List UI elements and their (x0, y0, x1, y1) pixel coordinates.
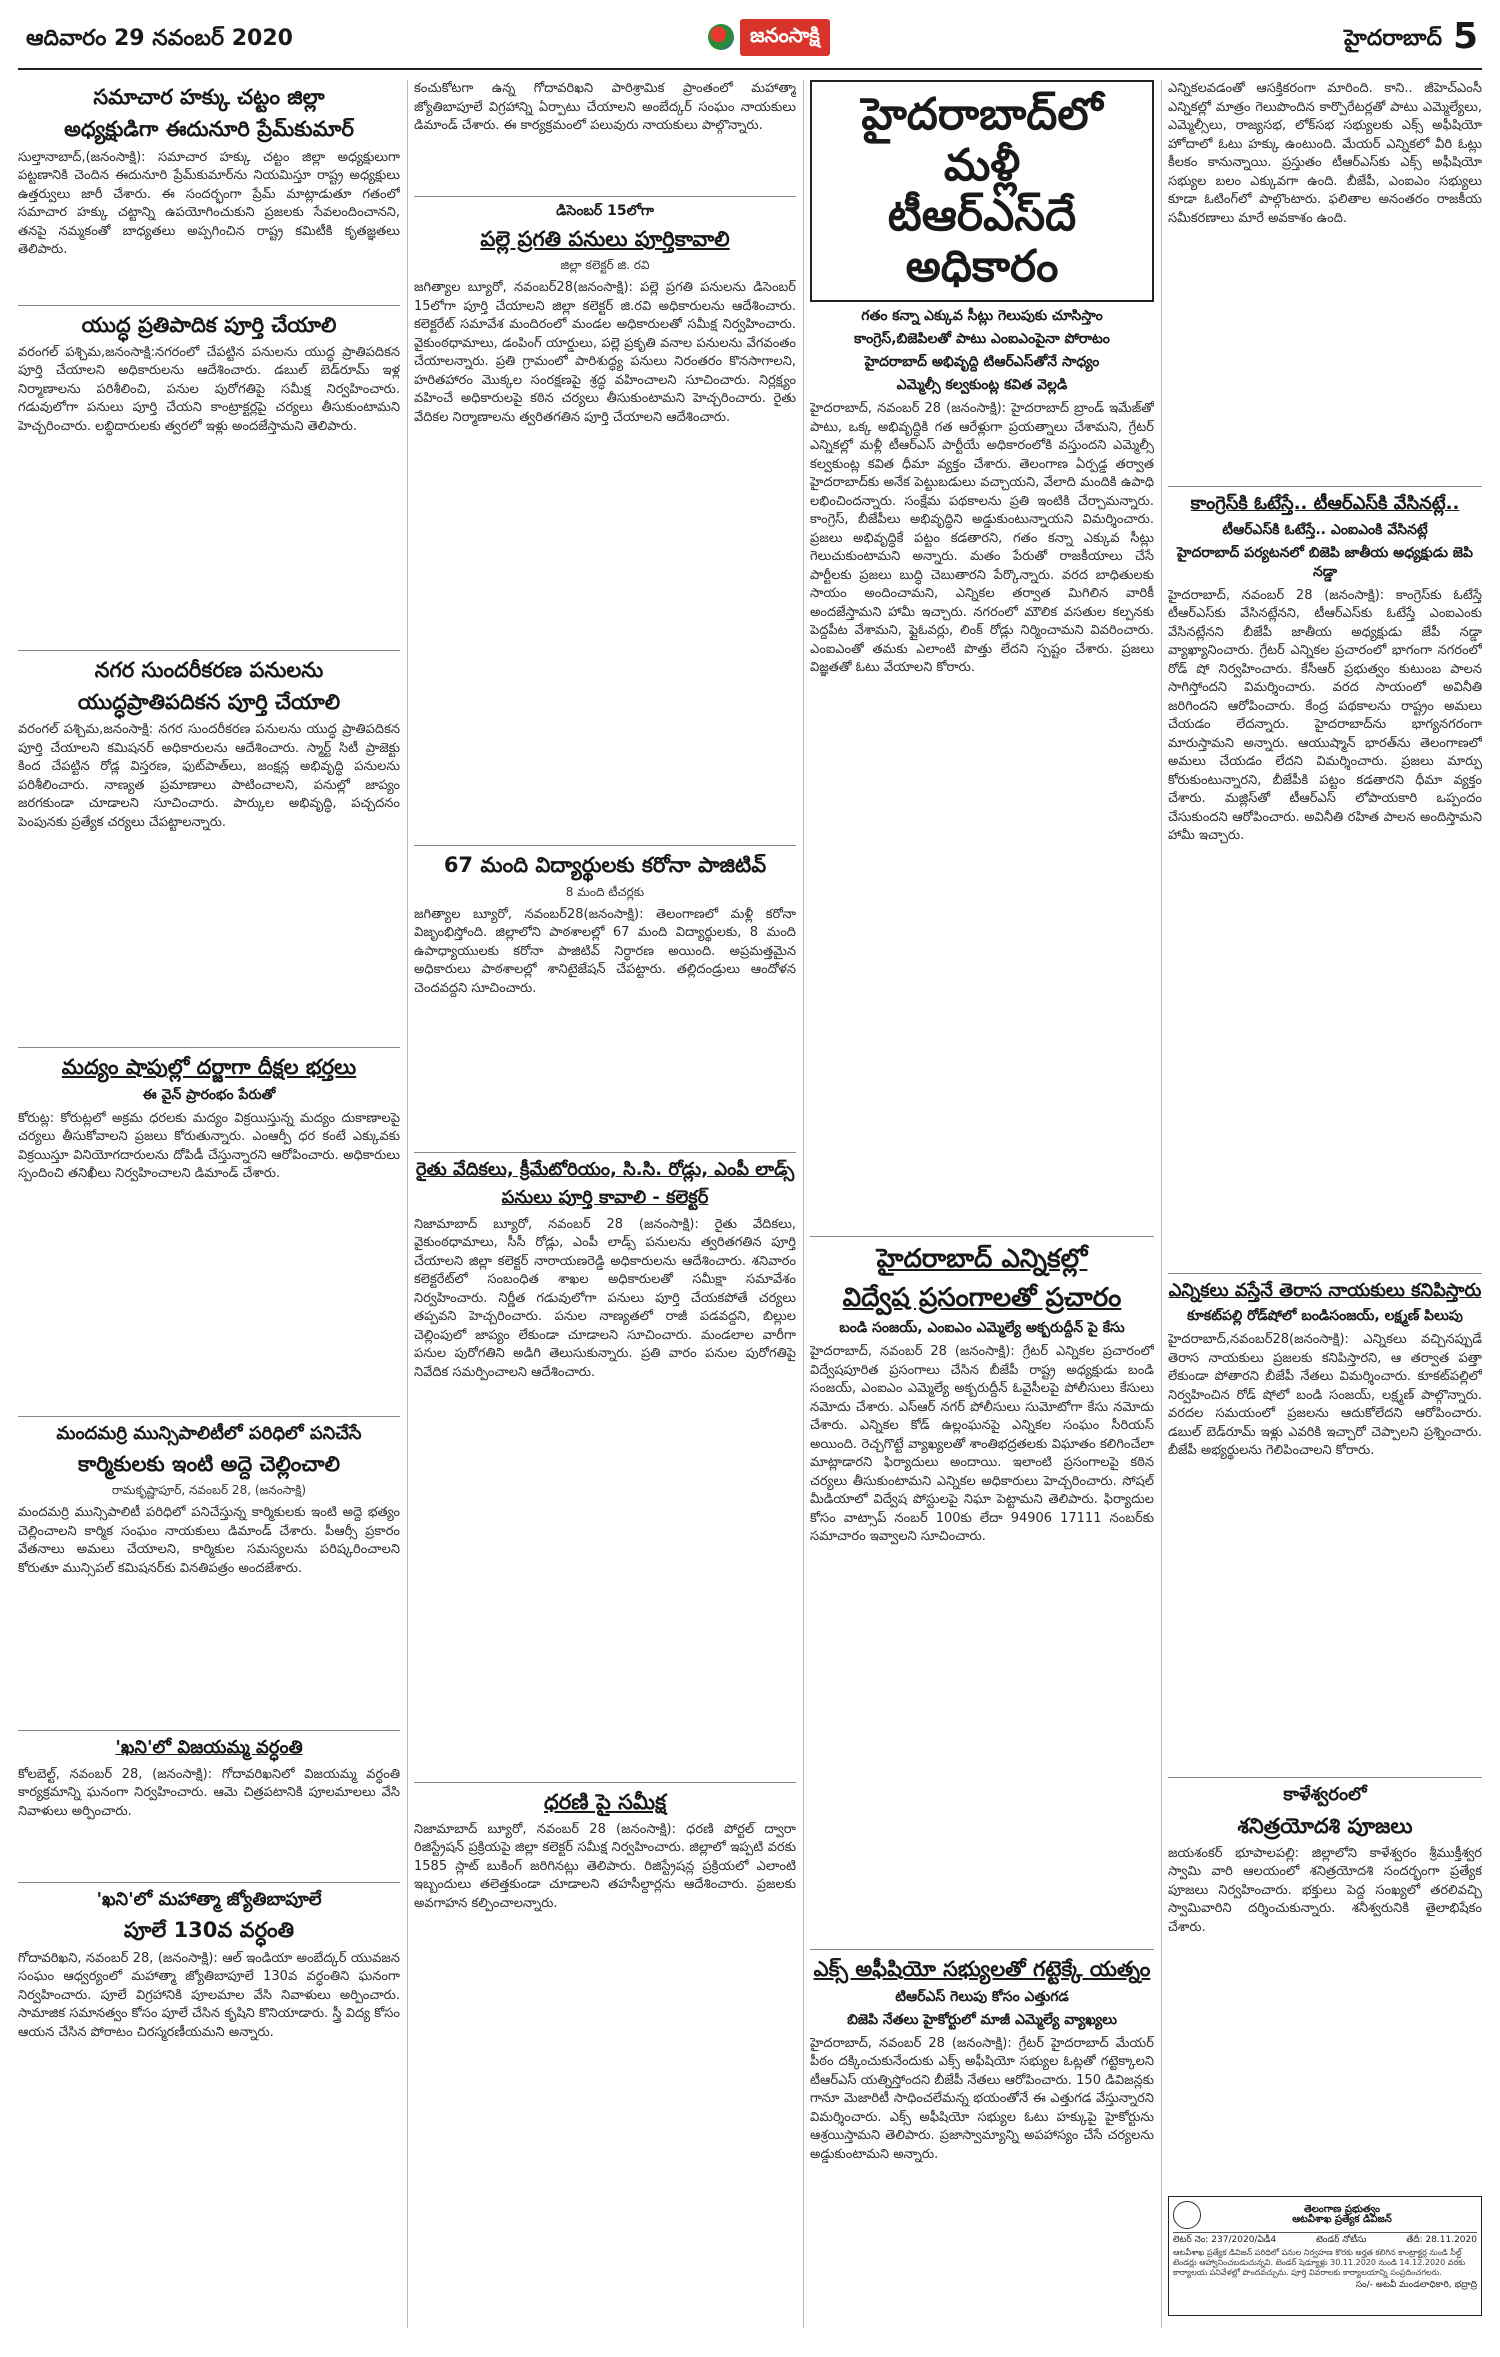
newspaper-logo (708, 20, 830, 54)
headline: ఎన్నికలు వస్తేనే తెరాస నాయకులు కనిపిస్తారు (1168, 1279, 1482, 1301)
edition-city: హైదరాబాద్ (1344, 26, 1442, 51)
headline: యుద్ధప్రాతిపదికన పూర్తి చేయాలి (77, 690, 341, 714)
article-body: హైదరాబాద్, నవంబర్ 28 (జనంసాక్షి): కాంగ్రెస్‌కు ఓటేస్తే టీఆర్ఎస్‌కు వేసినట్లేనని, టీఆర్ఎస్‌కు ఓటేస్తే ఎంఐఎంకు వేసినట్లేనని బీజేపీ జాతీయ అధ్యక్షుడు జేపీ నడ్డా వ్యాఖ్యానించారు. గ్రేటర్ ఎన్నికల ప్రచారంలో భాగంగా నగరంలో రోడ్ షో నిర్వహించారు. కేసీఆర్ ప్రభుత్వం కుటుంబ పాలన సాగిస్తోందని విమర్శించారు. వరద సాయంలో అవినీతి జరిగిందని ఆరోపించారు. కేంద్ర పథకాలను రాష్ట్రం అమలు చేయడం లేదన్నారు. హైదరాబాద్‌ను భాగ్యనగరంగా మారుస్తామని అన్నారు. ఆయుష్మాన్ భారత్‌ను తెలంగాణలో అమలు చేయడం లేదని విమర్శించారు. ప్రజలు మార్పు కోరుకుంటున్నారని, బీజేపీకి పట్టం కడతారని ధీమా వ్యక్తం చేశారు. మజ్లిస్‌తో టీఆర్ఎస్ లోపాయకారి ఒప్పందం చేసుకుందని ఆరోపించారు. అవినీతి రహిత పాలన అందిస్తామని హామీ ఇచ్చారు. (1168, 587, 1482, 843)
divider (1168, 1777, 1482, 1778)
ad-govt-line: తెలంగాణ ప్రభుత్వం (1303, 2204, 1381, 2215)
article-vijayamma (18, 1737, 400, 1876)
article-war-footing (18, 312, 400, 644)
headline: కాళేశ్వరంలో (1283, 1784, 1367, 1805)
dateline: రామకృష్ణాపూర్, నవంబర్ 28, (జనంసాక్షి) (111, 1483, 307, 1498)
article-body: కోలబెల్ట్, నవంబర్ 28, (జనంసాక్షి): గోదావరిఖనిలో విజయమ్మ వర్ధంతి కార్యక్రమాన్ని ఘనంగా నిర్వహించారు. ఆమె చిత్రపటానికి పూలమాలలు వేసి నివాళులు అర్పించారు. (18, 1766, 400, 1819)
divider (1168, 486, 1482, 487)
lead-deck: కాంగ్రెస్,బిజెపిలతో పాటు ఎంఐఎంపైనా పోరాటం (854, 331, 1110, 348)
article-body: గోదావరిఖని, నవంబర్ 28, (జనంసాక్షి): ఆల్ ఇండియా అంబేద్కర్ యువజన సంఘం ఆధ్వర్యంలో మహాత్మా జ్యోతిబాపూలే 130వ వర్ధంతిని ఘనంగా నిర్వహించారు. పూలే విగ్రహానికి పూలమాల వేసి నివాళులు అర్పించారు. సామాజిక సమానత్వం కోసం పూలే చేసిన కృషిని కొనియాడారు. స్త్రీ విద్య కోసం ఆయన చేసిన పోరాటం చిరస్మరణీయమని అన్నారు. (18, 1950, 400, 2040)
divider (810, 1949, 1154, 1950)
ad-header (1173, 2201, 1477, 2229)
tender-notice-ad (1168, 2196, 1482, 2316)
lead-headline-line2: టీఆర్ఎస్‌దే అధికారం (887, 190, 1077, 292)
headline: ధరణి పై సమీక్ష (543, 1789, 667, 1814)
newspaper-page (18, 12, 1482, 2342)
article-palle-pragathi (414, 203, 796, 839)
headline: పూలే 130వ వర్ధంతి (123, 1918, 295, 1943)
divider (18, 1882, 400, 1883)
article-phule-anniversary (18, 1889, 400, 2210)
column-divider (803, 80, 804, 2328)
article-body: వరంగల్ పశ్చిమ,జనంసాక్షి:నగరంలో చేపట్టిన పనులను యుద్ధ ప్రాతిపదికన పూర్తి చేయాలని అధికారులను ఆదేశించారు. డబుల్ బెడ్‌రూమ్ ఇళ్ల నిర్మాణాలను పరిశీలించి, పనుల పురోగతిపై సమీక్ష నిర్వహించారు. గడువులోగా పనులు పూర్తి చేయని కాంట్రాక్టర్లపై చర్యలు తీసుకుంటామని హెచ్చరించారు. లబ్ధిదారులకు త్వరలో ఇళ్లు అందజేస్తామని తెలిపారు. (18, 344, 400, 434)
sub-headline: కూకట్‌పల్లి రోడ్‌షోలో బండిసంజయ్, లక్ష్మణ్ పిలుపు (1187, 1308, 1463, 1324)
ad-title-block (1207, 2205, 1477, 2225)
headline: సమాచార హక్కు చట్టం జిల్లా (93, 85, 325, 109)
lead-headline-line1: హైదరాబాద్‌లో మళ్లీ (861, 89, 1103, 191)
article-dharani-review (414, 1789, 796, 2121)
ad-date: తేదీ: 28.11.2020 (1406, 2235, 1477, 2245)
divider (18, 1047, 400, 1048)
headline: అధ్యక్షుడిగా ఈదునూరి ప్రేమ్‌కుమార్ (64, 117, 354, 142)
column-2 (414, 80, 796, 2121)
masthead (18, 12, 1482, 70)
column-divider (407, 80, 408, 2328)
article-body: జగిత్యాల బ్యూరో, నవంబర్28(జనంసాక్షి): తెలంగాణలో మళ్లీ కరోనా విజృంభిస్తోంది. జిల్లాలోని పాఠశాలల్లో 67 మంది విద్యార్థులకు, 8 మంది ఉపాధ్యాయులకు కరోనా పాజిటివ్ నిర్ధారణ అయింది. అప్రమత్తమైన అధికారులు పాఠశాలల్లో శానిటైజేషన్ చేపట్టారు. తల్లిదండ్రులు ఆందోళన చెందవద్దని సూచించారు. (414, 906, 796, 996)
headline: శనిత్రయోదశి పూజలు (1237, 1813, 1413, 1838)
article-body: హైదరాబాద్,నవంబర్28(జనంసాక్షి): ఎన్నికలు వచ్చినప్పుడే తెరాస నాయకులు ప్రజలకు కనిపిస్తారని, ఆ తర్వాత పత్తా లేకుండా పోతారని బీజేపీ నేతలు విమర్శించారు. కూకట్‌పల్లిలో నిర్వహించిన రోడ్ షోలో బండి సంజయ్, లక్ష్మణ్ పాల్గొన్నారు. వరదల సమయంలో ప్రజలను ఆదుకోలేదని ఆరోపించారు. డబుల్ బెడ్‌రూమ్ ఇళ్లు ఎవరికి ఇచ్చారో చెప్పాలని ప్రశ్నించారు. బీజేపీ అభ్యర్థులను గెలిపించాలని కోరారు. (1168, 1332, 1482, 1458)
article-mandamarri-workers (18, 1423, 400, 1725)
lead-deck: హైదరాబాద్ అభివృద్ది టిఆర్ఎస్‌తోనే సాధ్యం (864, 354, 1100, 371)
article-body: జగిత్యాల బ్యూరో, నవంబర్28(జనంసాక్షి): పల్లె ప్రగతి పనులను డిసెంబర్ 15లోగా పూర్తి చేయాలని జిల్లా కలెక్టర్ జి.రవి అధికారులను ఆదేశించారు. కలెక్టరేట్ సమావేశ మందిరంలో మండల అధికారులతో సమీక్ష నిర్వహించారు. వైకుంఠధామాలు, డంపింగ్ యార్డులు, పల్లె ప్రకృతి వనాల పనులను వేగవంతం చేయాలన్నారు. ప్రతి గ్రామంలో పారిశుద్ధ్య పనులు నిరంతరం కొనసాగాలని, హరితహారం మొక్కల సంరక్షణపై శ్రద్ధ వహించాలని సూచించారు. నిర్లక్ష్యం వహించే అధికారులపై కఠిన చర్యలు తీసుకుంటామని హెచ్చరించారు. రైతు వేదికల నిర్మాణాలను త్వరితగతిన పూర్తి చేయాలని ఆదేశించారు. (414, 280, 796, 425)
sub-headline: 8 మంది టీచర్లకు (565, 884, 645, 899)
headline: కార్మికులకు ఇంటి అద్దె చెల్లించాలి (78, 1452, 340, 1476)
lead-deck: ఎమ్మెల్సీ కల్వకుంట్ల కవిత వెల్లడి (896, 377, 1068, 394)
article-liquor-shops (18, 1054, 400, 1409)
ad-ref-row (1173, 2232, 1477, 2245)
page-number: 5 (1452, 16, 1478, 57)
ad-dept-line: ఆటవీశాఖ ప్రత్యేక డివిజన్ (1292, 2214, 1392, 2225)
article-body: హైదరాబాద్, నవంబర్ 28 (జనంసాక్షి): గ్రేటర్ ఎన్నికల ప్రచారంలో విద్వేషపూరిత ప్రసంగాలు చేసిన బీజేపీ రాష్ట్ర అధ్యక్షుడు బండి సంజయ్, ఎంఐఎం ఎమ్మెల్యే అక్బరుద్దీన్ ఓవైసీలపై పోలీసులు కేసులు నమోదు చేశారు. ఎస్ఆర్ నగర్ పోలీసులు సుమోటోగా కేసు నమోదు చేశారు. ఎన్నికల కోడ్ ఉల్లంఘనపై ఎన్నికల సంఘం సీరియస్ అయింది. రెచ్చగొట్టే వ్యాఖ్యలతో శాంతిభద్రతలకు విఘాతం కలిగించేలా మాట్లాడారని ఫిర్యాదులు అందాయి. ఇలాంటి ప్రసంగాలపై కఠిన చర్యలు తీసుకుంటామని ఎన్నికల అధికారులు హెచ్చరించారు. సోషల్ మీడియాలో విద్వేష పోస్టులపై నిఘా పెట్టామని తెలిపారు. ఫిర్యాదుల కోసం వాట్సాప్ నంబర్ 100కు లేదా 94906 17111 నంబర్‌కు సమాచారం ఇవ్వాలని సూచించారు. (810, 1344, 1154, 1545)
headline: మందమర్రి మున్సిపాలిటీలో పరిధిలో పనిచేసే (56, 1422, 362, 1444)
article-body: నిజామాబాద్ బ్యూరో, నవంబర్ 28 (జనంసాక్షి): రైతు వేదికలు, వైకుంఠధామాలు, సీసీ రోడ్లు, ఎంపీ లాడ్స్ పనులను త్వరితగతిన పూర్తి చేయాలని జిల్లా కలెక్టర్ నారాయణరెడ్డి అధికారులను ఆదేశించారు. శనివారం కలెక్టరేట్‌లో సంబంధిత శాఖల అధికారులతో సమీక్షా సమావేశం నిర్వహించారు. నిర్ణీత గడువులోగా పనులు పూర్తి చేయకపోతే చర్యలు తప్పవని హెచ్చరించారు. పనుల నాణ్యతలో రాజీ పడవద్దని, బిల్లుల చెల్లింపులో జాప్యం లేకుండా చూడాలని సూచించారు. మండలాల వారీగా పనుల పురోగతిని అడిగి తెలుసుకున్నారు. ప్రతి వారం పనుల పురోగతిపై నివేదిక సమర్పించాలని ఆదేశించారు. (414, 1216, 796, 1380)
lead-article-body: హైదరాబాద్, నవంబర్ 28 (జనంసాక్షి): హైదరాబాద్ బ్రాండ్ ఇమేజ్‌తో పాటు, ఒక్క అభివృద్ధికి గత ఆరేళ్లుగా ప్రయత్నాలు చేశామని, గ్రేటర్ ఎన్నికల్లో మళ్లీ టీఆర్ఎస్ పార్టీయే అధికారంలోకి వస్తుందని ఎమ్మెల్సీ కల్వకుంట్ల కవిత ధీమా వ్యక్తం చేశారు. తెలంగాణ ఏర్పడ్డ తర్వాత హైదరాబాద్‌కు అనేక పెట్టుబడులు వచ్చాయని, వేలాది మందికి ఉపాధి లభించిందన్నారు. సంక్షేమ పథకాలను ప్రతి ఇంటికి చేర్చామన్నారు. కాంగ్రెస్, బీజేపీలు అభివృద్ధిని అడ్డుకుంటున్నాయని విమర్శించారు. ప్రజలు అభివృద్ధికే పట్టం కడతారని, గతం కన్నా ఎక్కువ సీట్లు గెలుచుకుంటామని అన్నారు. మతం పేరుతో రాజకీయాలు చేసే పార్టీలకు ప్రజలు బుద్ధి చెబుతారని పేర్కొన్నారు. వరద బాధితులకు సాయం అందించామని, ఎన్నికల తర్వాత మిగిలిన వారికీ అందజేస్తామని హామీ ఇచ్చారు. నగరంలో మౌలిక వసతుల కల్పనకు పెద్దపీట వేశామని, ఫ్లైఓవర్లు, లింక్ రోడ్లు నిర్మించామని వివరించారు. ఎంఐఎంతో తమకు ఎలాంటి పొత్తు లేదని స్పష్టం చేశారు. ప్రజలు విజ్ఞతతో ఓటు వేయాలని కోరారు. (810, 401, 1154, 676)
divider (414, 845, 796, 846)
article-body: సుల్తానాబాద్,(జనంసాక్షి): సమాచార హక్కు చట్టం జిల్లా అధ్యక్షులుగా పట్టణానికి చెందిన ఈదునూరి ప్రేమ్‌కుమార్‌ను నియమిస్తూ రాష్ట్ర అధ్యక్షులు ఉత్తర్వులు జారీ చేశారు. ఈ సందర్భంగా ప్రేమ్ మాట్లాడుతూ గతంలో సమాచార హక్కు చట్టాన్ని ఉపయోగించుకుని ప్రజలకు సేవలందించానని, తనపై నమ్మకంతో బాధ్యతలు అప్పగించిన రాష్ట్ర కమిటీకి కృతజ్ఞతలు తెలిపారు. (18, 149, 400, 257)
lead-deck: గతం కన్నా ఎక్కువ సీట్లు గెలుపుకు చూసిస్తాం (861, 308, 1103, 325)
divider (810, 1236, 1154, 1237)
divider (18, 1730, 400, 1731)
ad-ref: లెటర్ నెం: 237/2020/ఏడీ4 (1173, 2235, 1277, 2245)
logo-text: జనంసాక్షి (740, 19, 830, 56)
divider (414, 1782, 796, 1783)
sub-headline: ఈ వైన్ ప్రారంభం పేరుతో (142, 1086, 276, 1103)
sub-headline: బిజెపి నేతలు హైకోర్టులో మాజీ ఎమ్మెల్యే వ్యాఖ్యలు (847, 2011, 1117, 2028)
headline: పనులు పూర్తి కావాలి - కలెక్టర్ (501, 1187, 709, 1208)
headline: 67 మంది విద్యార్థులకు కరోనా పాజిటివ్ (443, 853, 767, 878)
article-body: హైదరాబాద్, నవంబర్ 28 (జనంసాక్షి): గ్రేటర్ హైదరాబాద్ మేయర్ పీఠం దక్కించుకునేందుకు ఎక్స్ అఫీషియో సభ్యుల ఓట్లతో గట్టెక్కాలని టీఆర్ఎస్ యత్నిస్తోందని బీజేపీ నేతలు ఆరోపించారు. 150 డివిజన్లకు గానూ మెజారిటీ సాధించలేమన్న భయంతోనే ఈ ఎత్తుగడ వేస్తున్నారని విమర్శించారు. ఎక్స్ అఫీషియో సభ్యుల ఓటు హక్కుపై హైకోర్టును ఆశ్రయిస్తామని తెలిపారు. ప్రజాస్వామ్యాన్ని అపహాస్యం చేసే చర్యలను అడ్డుకుంటామని అన్నారు. (810, 2035, 1154, 2162)
logo-emblem-icon (708, 24, 734, 50)
article-body: కోరుట్ల: కోరుట్లలో అక్రమ ధరలకు మద్యం విక్రయిస్తున్న మద్యం దుకాణాలపై చర్యలు తీసుకోవాలని ప్రజలు కోరుతున్నారు. ఎంఆర్పీ ధర కంటే ఎక్కువకు విక్రయిస్తూ వినియోగదారులను దోపిడీ చేస్తున్నారని ఆరోపించారు. అధికారులు స్పందించి తనిఖీలు నిర్వహించాలని డిమాండ్ చేశారు. (18, 1110, 400, 1181)
column-4 (1168, 80, 1482, 1955)
article-body-continued: ఎన్నికలవడంతో ఆసక్తికరంగా మారింది. కాని.. జీహెచ్ఎంసీ ఎన్నికల్లో మాత్రం గెలుపొందిన కార్పొరేటర్లతో పాటు ఎమ్మెల్యేలు, ఎమ్మెల్సీలు, రాజ్యసభ, లోక్‌సభ సభ్యులకు ఎక్స్ అఫీషియో హోదాలో ఓటు హక్కు ఉంటుంది. మేయర్ ఎన్నికలో వీరి ఓట్లు కీలకం కానున్నాయి. ప్రస్తుతం టీఆర్ఎస్‌కు ఎక్స్ అఫీషియో సభ్యుల బలం ఎక్కువగా ఉంది. బీజేపీ, ఎంఐఎం సభ్యులు కూడా ఓటింగ్‌లో పాల్గొంటారు. ఫలితాల అనంతరం రాజకీయ సమీకరణాలు మారే అవకాశం ఉంది. (1168, 81, 1482, 226)
divider (414, 196, 796, 197)
lead-banner (810, 80, 1154, 302)
sub-headline: టిఆర్ఎస్ గెలుపు కోసం ఎత్తుగడ (895, 1988, 1069, 2005)
article-rythu-vedika (414, 1159, 796, 1776)
headline: మద్యం షాపుల్లో దర్జాగా దీక్షల భర్తలు (61, 1055, 357, 1080)
headline: నగర సుందరీకరణ పనులను (94, 657, 324, 682)
divider (1168, 1273, 1482, 1274)
headline: 'ఖని'లో మహాత్మా జ్యోతిబాపూలే (96, 1888, 322, 1910)
article-body: జయశంకర్ భూపాలపల్లి: జిల్లాలోని కాళేశ్వరం శ్రీముక్తీశ్వర స్వామి వారి ఆలయంలో శనిత్రయోదశి సందర్భంగా ప్రత్యేక పూజలు నిర్వహించారు. భక్తులు పెద్ద సంఖ్యలో తరలివచ్చి స్వామివారిని దర్శించుకున్నారు. శనీశ్వరునికి తైలాభిషేకం చేశారు. (1168, 1845, 1482, 1935)
ad-title: టెండర్ నోటీసు (1315, 2235, 1367, 2245)
ad-text: ఆటవీశాఖ ప్రత్యేక డివిజన్ పరిధిలో పనుల నిర్వహణ కొరకు అర్హత కలిగిన కాంట్రాక్టర్ల నుండి సీల్డ్ టెండర్లు ఆహ్వానించబడుచున్నవి. టెండర్ షెడ్యూళ్లు 30.11.2020 నుండి 14.12.2020 వరకు కార్యాలయ పనివేళల్లో పొందవచ్చును. పూర్తి వివరాలకు కార్యాలయాన్ని సంప్రదించగలరు. (1173, 2248, 1466, 2277)
column-divider (1161, 80, 1162, 2328)
article-hate-speech (810, 1243, 1154, 1943)
sub-headline: బండి సంజయ్, ఎంఐఎం ఎమ్మెల్యే అక్బరుద్దీన్ పై కేసు (839, 1320, 1125, 1337)
column-1 (18, 80, 400, 2210)
headline: పల్లె ప్రగతి పనులు పూర్తికావాలి (480, 227, 730, 251)
headline: 'ఖని'లో విజయమ్మ వర్ధంతి (115, 1737, 303, 1759)
article-trs-leaders (1168, 1280, 1482, 1772)
headline: రైతు వేదికలు, క్రీమేటోరియం, సి.సి. రోడ్లు, ఎంపీ లాడ్స్ (415, 1158, 795, 1180)
article-city-beautification (18, 657, 400, 1042)
article-body: మందమర్రి మున్సిపాలిటీ పరిధిలో పనిచేస్తున్న కార్మికులకు ఇంటి అద్దె భత్యం చెల్లించాలని కార్మిక సంఘం నాయకులు డిమాండ్ చేశారు. పీఆర్సీ ప్రకారం వేతనాలు అమలు చేయాలని, కార్మికుల సమస్యలను పరిష్కరించాలని కోరుతూ మున్సిపల్ కమిషనర్‌కు వినతిపత్రం అందజేశారు. (18, 1505, 400, 1576)
headline: హైదరాబాద్ ఎన్నికల్లో (876, 1244, 1088, 1275)
sub-headline: టీఆర్ఎస్‌కి ఓటేస్తే.. ఎంఐఎంకి వేసినట్లే (1222, 521, 1428, 538)
ad-signature: సం/- అటవీ మండలాధికారి, భద్రాద్రి (1355, 2280, 1477, 2290)
govt-emblem-icon (1173, 2201, 1201, 2229)
byline: జిల్లా కలెక్టర్ జి. రవి (560, 258, 650, 273)
article-body: వరంగల్ పశ్చిమ,జనంసాక్షి: నగర సుందరీకరణ పనులను యుద్ధ ప్రాతిపదికన పూర్తి చేయాలని కమిషనర్ అధికారులను ఆదేశించారు. స్మార్ట్ సిటీ ప్రాజెక్టు కింద చేపట్టిన రోడ్ల విస్తరణ, ఫుట్‌పాత్‌లు, జంక్షన్ల అభివృద్ధి పనులను పరిశీలించారు. నాణ్యత ప్రమాణాలు పాటించాలని, పనుల్లో జాప్యం జరగకుండా చూడాలని సూచించారు. పార్కుల అభివృద్ధి, పచ్చదనం పెంపునకు ప్రత్యేక చర్యలు చేపట్టాలన్నారు. (18, 722, 400, 830)
divider (18, 305, 400, 306)
headline: కాంగ్రెస్‌కి ఓటేస్తే.. టీఆర్ఎస్‌కి వేసినట్లే.. (1190, 493, 1460, 514)
divider (414, 1152, 796, 1153)
article-rti-president (18, 84, 400, 299)
issue-date: ఆదివారం 29 నవంబర్ 2020 (26, 26, 293, 51)
headline: యుద్ధ ప్రతిపాదిక పూర్తి చేయాలి (81, 312, 337, 337)
article-kaleshwaram (1168, 1784, 1482, 1955)
article-ex-officio (810, 1956, 1154, 2314)
column-3 (810, 80, 1154, 2315)
article-body: నిజామాబాద్ బ్యూరో, నవంబర్ 28 (జనంసాక్షి): ధరణి పోర్టల్ ద్వారా రిజిస్ట్రేషన్ ప్రక్రియపై జిల్లా కలెక్టర్ సమీక్ష నిర్వహించారు. జిల్లాలో ఇప్పటి వరకు 1585 స్లాట్ బుకింగ్ జరిగినట్లు తెలిపారు. రిజిస్ట్రేషన్ల ప్రక్రియలో ఎలాంటి ఇబ్బందులు తలెత్తకుండా చూడాలని తహసీల్దార్లను ఆదేశించారు. ప్రజలకు అవగాహన కల్పించాలన్నారు. (414, 1821, 796, 1911)
sub-headline: హైదరాబాద్ పర్యటనలో బిజెపి జాతీయ అధ్యక్షుడు జెపి నడ్డా (1177, 544, 1473, 580)
divider (18, 650, 400, 651)
article-nadda-roadshow (1168, 493, 1482, 1267)
divider (18, 1416, 400, 1417)
headline: ఎక్స్ అఫీషియో సభ్యులతో గట్టెక్కే యత్నం (813, 1957, 1151, 1982)
kicker: డిసెంబర్ 15లోగా (556, 203, 654, 219)
article-body-continued: కంచుకోటగా ఉన్న గోదావరిఖని పారిశ్రామిక ప్రాంతంలో మహాత్మా జ్యోతిబాపూలే విగ్రహాన్ని ఏర్పాటు చేయాలని అంబేద్కర్ సంఘం నాయకులు డిమాండ్ చేశారు. ఈ కార్యక్రమంలో పలువురు నాయకులు పాల్గొన్నారు. (414, 81, 796, 133)
headline: విద్వేష ప్రసంగాలతో ప్రచారం (842, 1282, 1122, 1313)
article-covid-students (414, 852, 796, 1145)
